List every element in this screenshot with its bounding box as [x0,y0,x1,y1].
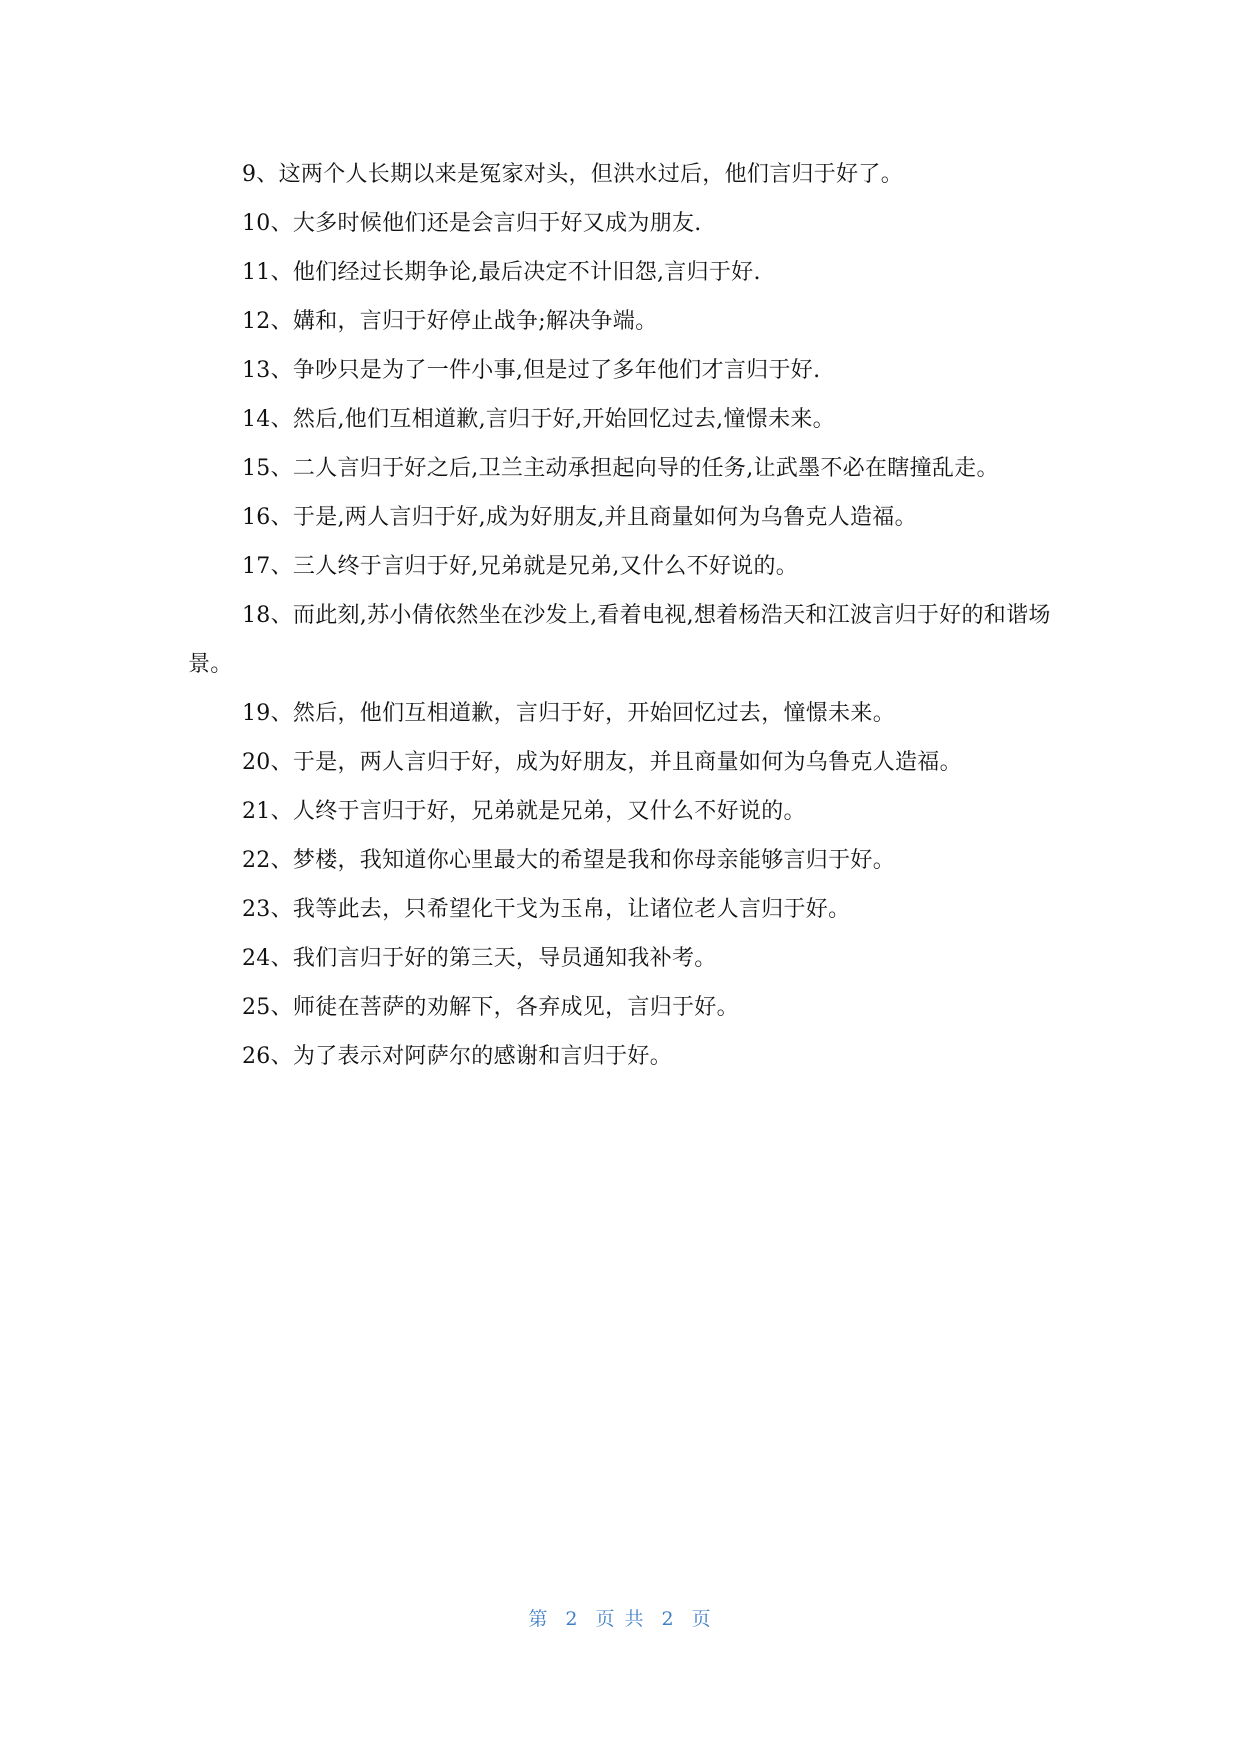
paragraph-25: 25、师徒在菩萨的劝解下，各弃成见，言归于好。 [242,995,739,1020]
paragraph-23: 23、我等此去，只希望化干戈为玉帛，让诸位老人言归于好。 [242,897,851,922]
paragraph-9: 9、这两个人长期以来是冤家对头，但洪水过后，他们言归于好了。 [242,162,903,187]
page-footer [0,1604,1241,1631]
paragraph-20: 20、于是，两人言归于好，成为好朋友，并且商量如何为乌鲁克人造福。 [242,750,962,775]
document-body [188,150,1054,1081]
paragraph-26: 26、为了表示对阿萨尔的感谢和言归于好。 [242,1044,672,1069]
paragraph-14: 14、然后,他们互相道歉,言归于好,开始回忆过去,憧憬未来。 [242,407,835,432]
paragraph-15: 15、二人言归于好之后,卫兰主动承担起向导的任务,让武墨不必在瞎撞乱走。 [242,456,999,481]
paragraph-18: 18、而此刻,苏小倩依然坐在沙发上,看着电视,想着杨浩天和江波言归于好的和谐场景。 [188,603,1051,677]
paragraph-19: 19、然后，他们互相道歉，言归于好，开始回忆过去，憧憬未来。 [242,701,895,726]
paragraph-16: 16、于是,两人言归于好,成为好朋友,并且商量如何为乌鲁克人造福。 [242,505,917,530]
footer-middle: 页 共 [595,1608,646,1630]
footer-total-pages: 2 [661,1608,676,1630]
paragraph-17: 17、三人终于言归于好,兄弟就是兄弟,又什么不好说的。 [242,554,799,579]
paragraph-13: 13、争吵只是为了一件小事,但是过了多年他们才言归于好. [242,358,821,383]
footer-suffix: 页 [691,1608,713,1630]
paragraph-21: 21、人终于言归于好，兄弟就是兄弟，又什么不好说的。 [242,799,806,824]
paragraph-11: 11、他们经过长期争论,最后决定不计旧怨,言归于好. [242,260,761,285]
paragraph-24: 24、我们言归于好的第三天，导员通知我补考。 [242,946,717,971]
footer-prefix: 第 [528,1608,550,1630]
paragraph-22: 22、梦楼，我知道你心里最大的希望是我和你母亲能够言归于好。 [242,848,895,873]
paragraph-12: 12、媾和，言归于好停止战争;解决争端。 [242,309,658,334]
footer-current-page: 2 [565,1608,580,1630]
paragraph-10: 10、大多时候他们还是会言归于好又成为朋友. [242,211,702,236]
